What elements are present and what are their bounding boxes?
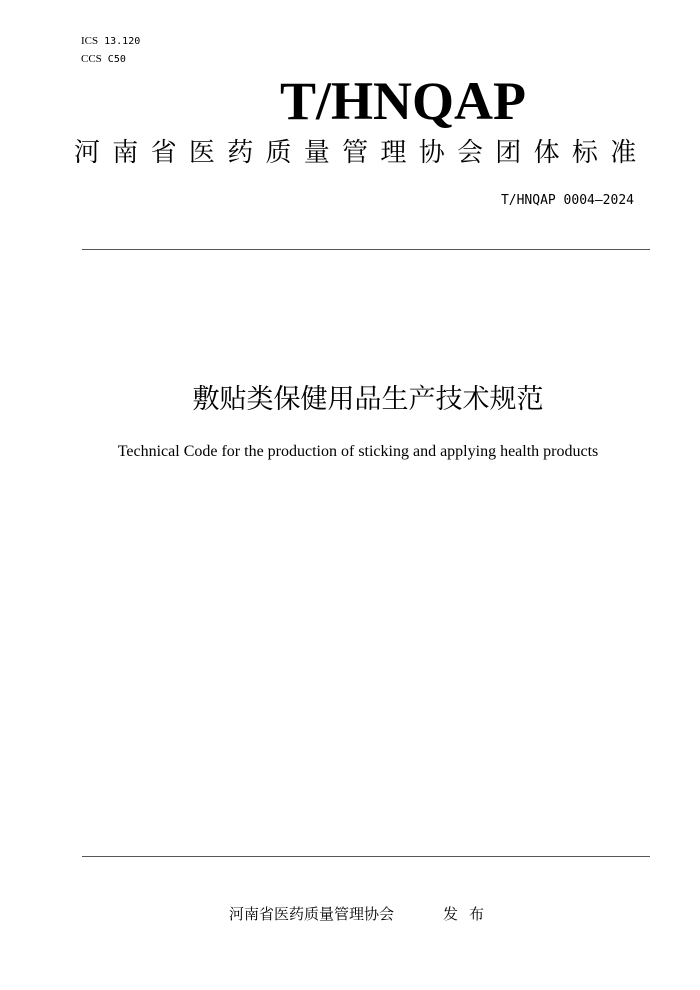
organization-title: 河南省医药质量管理协会团体标准 [74,138,649,168]
ics-label: ICS [81,35,99,47]
ccs-label: CCS [81,53,102,65]
ccs-value: C50 [107,54,126,65]
ics-value: 13.120 [104,36,141,47]
document-title-english: Technical Code for the production of sticking and applying health products [117,443,599,460]
ccs-classification [81,52,126,67]
standard-number: T/HNQAP 0004—2024 [500,193,634,208]
publisher-name: 河南省医药质量管理协会 [229,905,395,923]
publish-label: 发布 [443,905,496,923]
ics-classification [81,34,140,49]
bottom-divider [82,856,650,857]
top-divider [82,249,650,250]
standard-code-heading: T/HNQAP [280,71,527,131]
document-title-chinese: 敷贴类保健用品生产技术规范 [192,384,544,415]
